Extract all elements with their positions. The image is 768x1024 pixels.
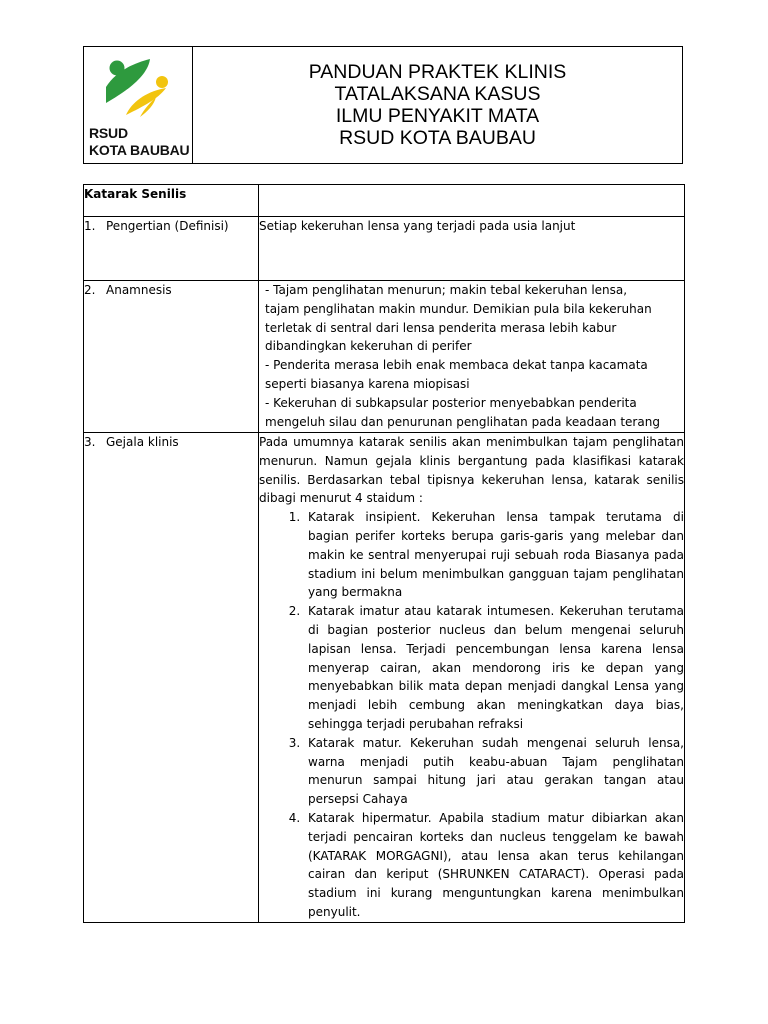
row-content-gejala xyxy=(259,433,685,923)
anamnesis-line: mengeluh silau dan penurunan penglihatan pada keadaan terang xyxy=(265,414,660,429)
anamnesis-line: seperti biasanya karena miopisasi xyxy=(265,376,470,391)
row-label: Gejala klinis xyxy=(106,435,179,449)
table-row-title xyxy=(84,185,685,217)
row-content-anamnesis xyxy=(259,281,685,433)
document-title xyxy=(193,47,682,163)
anamnesis-line: - Kekeruhan di subkapsular posterior menyebabkan penderita xyxy=(265,395,637,410)
title-line-2: TATALAKSANA KASUS xyxy=(334,83,541,105)
stage-list xyxy=(259,508,684,922)
hospital-logo xyxy=(84,47,193,163)
row-number: 3. xyxy=(84,435,96,449)
logo-text xyxy=(89,125,189,159)
gejala-intro: Pada umumnya katarak senilis akan menimbulkan tajam penglihatan menurun. Namun gejala klinis bergantung pada klasifikasi katarak senilis. Berdasarkan tebal tipisnya kekeruhan lensa, katarak senilis dibagi menurut 4 staidum : xyxy=(259,435,684,506)
stage-item: 2. Katarak imatur atau katarak intumesen. Kekeruhan terutama di bagian posterior nucleus dan belum mengenai seluruh lapisan lensa. Terjadi pencembungan lensa karena lensa menyerap cairan, akan mendorong iris ke depan yang menyebabkan bilik mata depan menjadi dangkal Lensa yang menjadi lebih cembung akan meningkatkan daya bias, sehingga terjadi perubahan refraksi xyxy=(304,602,684,734)
anamnesis-line: - Penderita merasa lebih enak membaca dekat tanpa kacamata xyxy=(265,358,648,373)
clinical-guide-table xyxy=(83,184,685,923)
stage-item: 4. Katarak hipermatur. Apabila stadium matur dibiarkan akan terjadi pencairan korteks dan nucleus tenggelam ke bawah (KATARAK MORGAGNI), atau lensa akan terus kehilangan cairan dan keriput (SHRUNKEN CATARACT). Operasi pada stadium ini kurang menguntungkan karena menimbulkan penyulit. xyxy=(304,809,684,922)
title-line-1: PANDUAN PRAKTEK KLINIS xyxy=(308,61,567,83)
table-title-cell: Katarak Senilis xyxy=(84,185,259,217)
rsud-logo-icon xyxy=(104,57,168,119)
row-number: 2. xyxy=(84,283,96,297)
title-line-4: RSUD KOTA BAUBAU xyxy=(339,127,536,149)
table-row-gejala xyxy=(84,433,685,923)
row-label: Pengertian (Definisi) xyxy=(106,219,229,233)
stage-item: 1. Katarak insipient. Kekeruhan lensa tampak terutama di bagian perifer korteks berupa garis-garis yang melebar dan makin ke sentral menyerupai ruji sebuah roda Biasanya pada stadium ini belum menimbulkan gangguan tajam penglihatan yang bermakna xyxy=(304,508,684,602)
stage-item: 3. Katarak matur. Kekeruhan sudah mengenai seluruh lensa, warna menjadi putih keabu-abuan Tajam penglihatan menurun sampai hitung jari atau gerakan tangan atau persepsi Cahaya xyxy=(304,734,684,809)
table-title-empty-cell xyxy=(259,185,685,217)
logo-text-line1: RSUD xyxy=(89,125,128,141)
row-label: Anamnesis xyxy=(106,283,172,297)
anamnesis-line: terletak di sentral dari lensa penderita merasa lebih kabur xyxy=(265,320,617,335)
table-row-pengertian xyxy=(84,217,685,281)
row-number: 1. xyxy=(84,219,96,233)
row-content-pengertian: Setiap kekeruhan lensa yang terjadi pada usia lanjut xyxy=(259,217,685,281)
table-row-anamnesis xyxy=(84,281,685,433)
anamnesis-line: - Tajam penglihatan menurun; makin tebal kekeruhan lensa, xyxy=(265,283,628,297)
anamnesis-line: dibandingkan kekeruhan di perifer xyxy=(265,339,472,354)
row-label-anamnesis xyxy=(84,281,259,433)
anamnesis-line: tajam penglihatan makin mundur. Demikian pula bila kekeruhan xyxy=(265,301,652,316)
row-label-gejala xyxy=(84,433,259,923)
row-label-pengertian xyxy=(84,217,259,281)
title-line-3: ILMU PENYAKIT MATA xyxy=(335,105,540,127)
document-header xyxy=(83,46,683,164)
logo-text-line2: KOTA BAUBAU xyxy=(89,142,190,158)
